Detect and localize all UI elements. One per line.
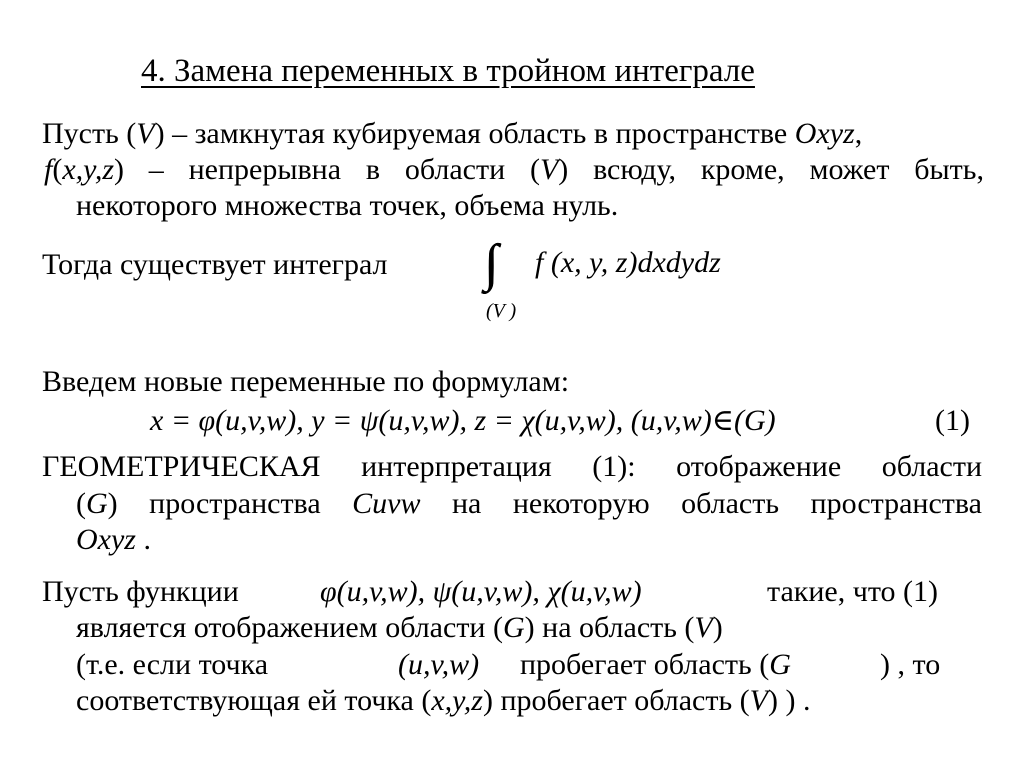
var-V: V <box>136 117 155 150</box>
var-G: G <box>769 648 791 681</box>
p5-line-2 <box>76 611 723 645</box>
integrand: f (x, y, z)dxdydz <box>535 246 721 279</box>
p5-line-4 <box>76 684 810 718</box>
p5-line-1-end: такие, что (1) <box>767 575 939 608</box>
p1-line-1 <box>42 117 862 151</box>
text: ) пробегает область ( <box>482 684 750 717</box>
text: является отображением области ( <box>76 611 503 644</box>
p5-line-3-mid <box>520 648 791 682</box>
p5-point-uvw: (u,v,w) <box>398 648 480 681</box>
text: ) – замкнутая кубируемая область в пространстве <box>154 117 795 150</box>
p5-line-3-end: ) , то <box>880 648 941 681</box>
p1-line-3: некоторого множества точек, объема нуль. <box>76 189 619 222</box>
p5-functions: φ(u,v,w), ψ(u,v,w), χ(u,v,w) <box>320 575 642 608</box>
text: ( <box>76 487 86 520</box>
p5-line-1-start: Пусть функции <box>42 575 239 608</box>
substitution-formula: x = φ(u,v,w), y = ψ(u,v,w), z = χ(u,v,w), (u,v,w)∈(G) <box>150 404 776 437</box>
space-Cuvw: Cuvw <box>352 487 421 520</box>
equation-number: (1) <box>935 404 970 437</box>
space-Oxyz: Oxyz <box>76 523 136 556</box>
p1-line-2 <box>44 153 984 187</box>
var-G: G <box>86 487 108 520</box>
var-G: G <box>502 611 525 644</box>
args-xyz: x,y,z <box>62 153 114 186</box>
text: Пусть ( <box>42 117 137 150</box>
p4-line-1: ГЕОМЕТРИЧЕСКАЯ интерпретация (1): отображение области <box>42 450 982 483</box>
var-V: V <box>694 611 713 644</box>
point-xyz: x,y,z <box>431 684 483 717</box>
text: ) на область ( <box>524 611 695 644</box>
var-V: V <box>749 684 768 717</box>
text: . <box>135 523 151 556</box>
text: ) пространства <box>107 487 353 520</box>
text: ( <box>52 153 63 186</box>
text: ) <box>712 611 723 644</box>
text: ) ) . <box>768 684 811 717</box>
p2-text: Тогда существует интеграл <box>42 248 388 281</box>
p4-line-2 <box>76 487 982 521</box>
text: , <box>854 117 863 150</box>
text: пробегает область ( <box>520 648 770 681</box>
space-Oxyz: Oxyz <box>794 117 855 150</box>
var-V: V <box>539 153 559 186</box>
text: ) всюду, кроме, может быть, <box>558 153 984 186</box>
triple-integral-icon: ∫∫∫ <box>484 235 485 292</box>
p5-line-3-start: (т.е. если точка <box>76 648 269 681</box>
p3-text: Введем новые переменные по формулам: <box>42 365 570 398</box>
slide-title: 4. Замена переменных в тройном интеграле <box>141 53 755 89</box>
text: соответствующая ей точка ( <box>76 684 432 717</box>
func-f: f <box>44 153 53 186</box>
text: на некоторую область пространства <box>420 487 982 520</box>
text: ) – непрерывна в области ( <box>114 153 540 186</box>
integral-domain: (V ) <box>486 300 517 322</box>
p4-line-3 <box>76 523 151 557</box>
